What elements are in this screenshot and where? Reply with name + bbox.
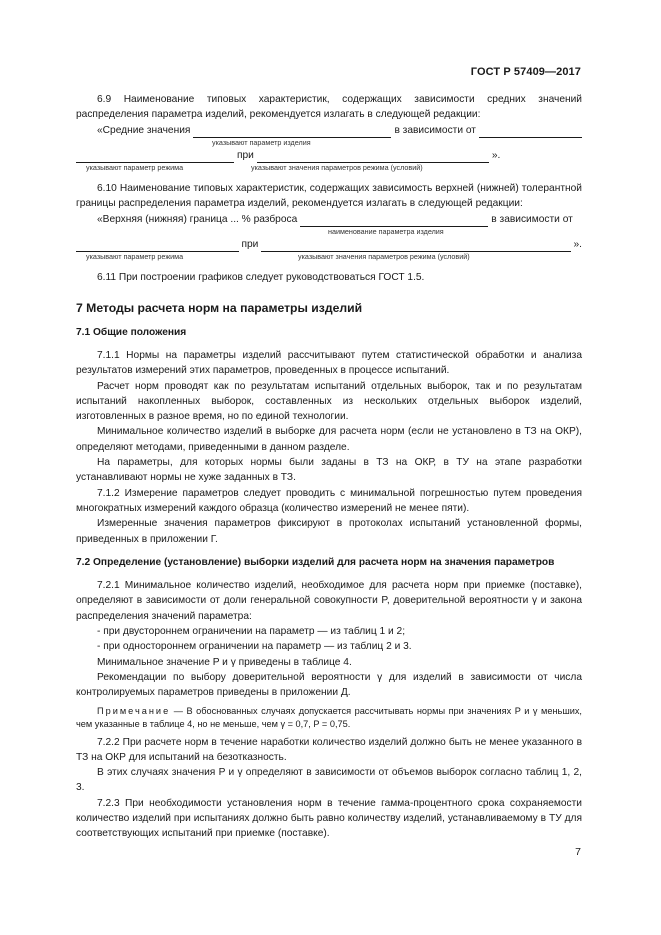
subsection-7-2-heading: 7.2 Определение (установление) выборки изделий для расчета норм на значения параметров [76, 556, 555, 568]
paragraph-7-1-1-d: На параметры, для которых нормы были заданы в ТЗ на ОКР, в ТУ на этапе разработки устанавливают нормы не хуже заданных в ТЗ. [76, 457, 582, 484]
paragraph-7-1-1: 7.1.1 Нормы на параметры изделий рассчитывают путем статистической обработки и анализа результатов измерений этих параметров, проведенных в процессе испытаний. [76, 349, 582, 377]
template-text: в зависимости от [491, 213, 573, 225]
standard-header: ГОСТ Р 57409—2017 [470, 66, 581, 78]
template-line-6-9-1 [76, 123, 582, 138]
caption-text: указывают параметр режима [86, 163, 184, 173]
caption-text: указывают параметр режима [86, 252, 184, 262]
paragraph-7-1-2: 7.1.2 Измерение параметров следует проводить с минимальной погрешностью путем проведения многократных измерений каждого образца (количество измерений не менее пяти). [76, 487, 582, 514]
blank-underline [479, 126, 582, 138]
paragraph-7-1-1-c: Минимальное количество изделий в выборке для расчета норм (если не установлено в ТЗ на ОКР), определяют методами, приведенными в данном разделе. [76, 426, 582, 453]
blank-underline [76, 151, 234, 163]
template-text: при [241, 239, 259, 251]
note-label: Примечание [97, 705, 171, 716]
template-text: «Средние значения [97, 124, 191, 136]
caption-text: указывают параметр изделия [212, 137, 311, 147]
template-text: ». [573, 239, 582, 251]
paragraph-7-2-1-c: Рекомендации по выбору доверительной вероятности γ для изделий в зависимости от числа контролируемых параметров приведены в приложении Д. [76, 671, 582, 699]
template-text: в зависимости от [394, 124, 476, 136]
caption-line-6-10-2 [76, 252, 582, 262]
caption-line-6-10-1 [76, 227, 582, 237]
section-7-heading: 7 Методы расчета норм на параметры изделий [76, 300, 363, 315]
page-content [76, 92, 582, 842]
paragraph-7-1-1-b: Расчет норм проводят как по результатам испытаний отдельных выборок, так и по результатам испытаний накопленных выборок, составленных из нескольких отдельных выборок изделий, изготовленных в разное время, но по единой технологии. [76, 380, 582, 423]
paragraph-6-10: 6.10 Наименование типовых характеристик, содержащих зависимость верхней (нижней) толерантной границы распределения параметра изделий, рекомендуется излагать в следующей редакции: [76, 183, 582, 210]
subsection-7-1-heading: 7.1 Общие положения [76, 326, 187, 338]
paragraph-6-11: 6.11 При построении графиков следует руководствоваться ГОСТ 1.5. [97, 272, 425, 284]
template-line-6-10-1 [76, 212, 582, 227]
caption-line-6-9-1 [76, 138, 582, 148]
list-item: - при одностороннем ограничении на параметр — из таблиц 2 и 3. [97, 641, 412, 653]
template-text: при [237, 149, 254, 161]
paragraph-7-2-3: 7.2.3 При необходимости установления норм в течение гамма-процентного срока сохраняемости количество изделий при испытаниях должно быть равно количеству изделий, устанавливаемому в ТУ для соответствующих испытаний при приемке (поставке). [76, 797, 582, 840]
template-text: ». [491, 149, 501, 161]
paragraph-7-2-2: 7.2.2 При расчете норм в течение наработки количество изделий должно быть не менее указанного в ТЗ на ОКР для испытаний на безотказность. [76, 736, 582, 763]
paragraph-7-2-1: 7.2.1 Минимальное количество изделий, необходимое для расчета норм при приемке (поставке), определяют в зависимости от доли генеральной совокупности P, доверительной вероятности γ и закона распределения значений параметра: [76, 580, 582, 622]
list-item: - при двустороннем ограничении на параметр — из таблиц 1 и 2; [97, 626, 406, 638]
page-number: 7 [575, 846, 581, 858]
template-text: «Верхняя (нижняя) граница ... % разброса [97, 213, 298, 225]
blank-underline [76, 240, 239, 252]
paragraph-7-2-2-b: В этих случаях значения P и γ определяют в зависимости от объемов выборок согласно таблиц 1, 2, 3. [76, 767, 582, 794]
caption-text: указывают значения параметров режима (условий) [298, 252, 470, 262]
caption-text: указывают значения параметров режима (условий) [251, 163, 423, 173]
template-line-6-10-2 [76, 237, 582, 252]
blank-underline [300, 215, 488, 227]
note [76, 705, 582, 731]
blank-underline [193, 126, 391, 138]
blank-underline [261, 240, 570, 252]
caption-line-6-9-2 [76, 163, 582, 173]
paragraph-7-2-1-b: Минимальное значение P и γ приведены в таблице 4. [97, 656, 352, 668]
paragraph-7-1-2-b: Измеренные значения параметров фиксируют в протоколах испытаний установленной формы, приведенных в приложении Г. [76, 518, 582, 545]
caption-text: наименование параметра изделия [328, 227, 444, 237]
blank-underline [257, 151, 489, 163]
note-text: — В обоснованных случаях допускается рассчитывать нормы при значениях P и γ меньших, чем указанные в таблице 4, но не меньше, чем γ = 0,7, P = 0,75. [76, 705, 582, 729]
paragraph-6-9: 6.9 Наименование типовых характеристик, содержащих зависимости средних значений распределения параметра изделий, рекомендуется излагать в следующей редакции: [76, 94, 582, 121]
template-line-6-9-2 [76, 148, 582, 163]
